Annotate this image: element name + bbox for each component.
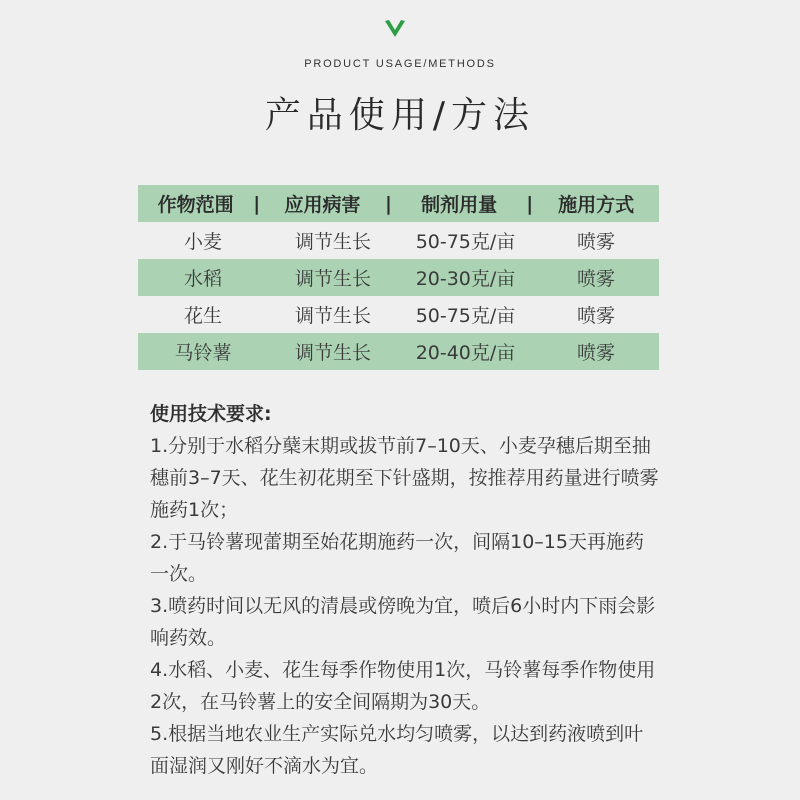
usage-table	[138, 185, 659, 370]
requirement-item: 2.于马铃薯现蕾期至始花期施药一次，间隔10–15天再施药一次。	[150, 531, 644, 585]
cell-method: 喷雾	[576, 268, 615, 290]
table-row	[138, 333, 659, 370]
cell-disease: 调节生长	[294, 268, 371, 290]
requirement-item: 5.根据当地农业生产实际兑水均匀喷雾，以达到药液喷到叶面湿润又刚好不滴水为宜。	[150, 723, 644, 777]
column-separator: |	[526, 192, 534, 215]
cell-method: 喷雾	[576, 305, 615, 327]
cell-crop: 水稻	[183, 268, 222, 290]
column-header-method: 施用方式	[558, 194, 635, 216]
cell-dosage: 50-75克/亩	[415, 231, 516, 253]
cell-method: 喷雾	[576, 342, 615, 364]
table-header-row	[138, 185, 659, 222]
page-title: 产品使用/方法	[264, 95, 536, 136]
cell-crop: 花生	[183, 305, 222, 327]
requirement-item: 3.喷药时间以无风的清晨或傍晚为宜，喷后6小时内下雨会影响药效。	[150, 595, 656, 649]
cell-disease: 调节生长	[294, 231, 371, 253]
requirement-item: 1.分别于水稻分蘖末期或拔节前7–10天、小麦孕穗后期至抽穗前3–7天、花生初花期至下针盛期，按推荐用药量进行喷雾施药1次；	[150, 435, 659, 521]
cell-method: 喷雾	[576, 231, 615, 253]
cell-dosage: 20-30克/亩	[415, 268, 516, 290]
check-leaf-icon	[384, 18, 406, 38]
table-row	[138, 222, 659, 259]
cell-crop: 小麦	[183, 231, 222, 253]
column-separator: |	[253, 192, 261, 215]
requirements-heading: 使用技术要求:	[150, 403, 272, 425]
table-row	[138, 296, 659, 333]
column-separator: |	[384, 192, 392, 215]
cell-dosage: 20-40克/亩	[415, 342, 516, 364]
column-header-dosage: 制剂用量	[421, 194, 498, 216]
cell-disease: 调节生长	[294, 342, 371, 364]
table-row	[138, 259, 659, 296]
usage-requirements	[150, 398, 660, 782]
cell-disease: 调节生长	[294, 305, 371, 327]
page-subtitle: PRODUCT USAGE/METHODS	[304, 58, 496, 70]
column-header-crop: 作物范围	[157, 194, 234, 216]
cell-dosage: 50-75克/亩	[415, 305, 516, 327]
column-header-disease: 应用病害	[284, 194, 361, 216]
cell-crop: 马铃薯	[174, 342, 232, 364]
requirement-item: 4.水稻、小麦、花生每季作物使用1次，马铃薯每季作物使用2次，在马铃薯上的安全间隔期为30天。	[150, 659, 656, 713]
